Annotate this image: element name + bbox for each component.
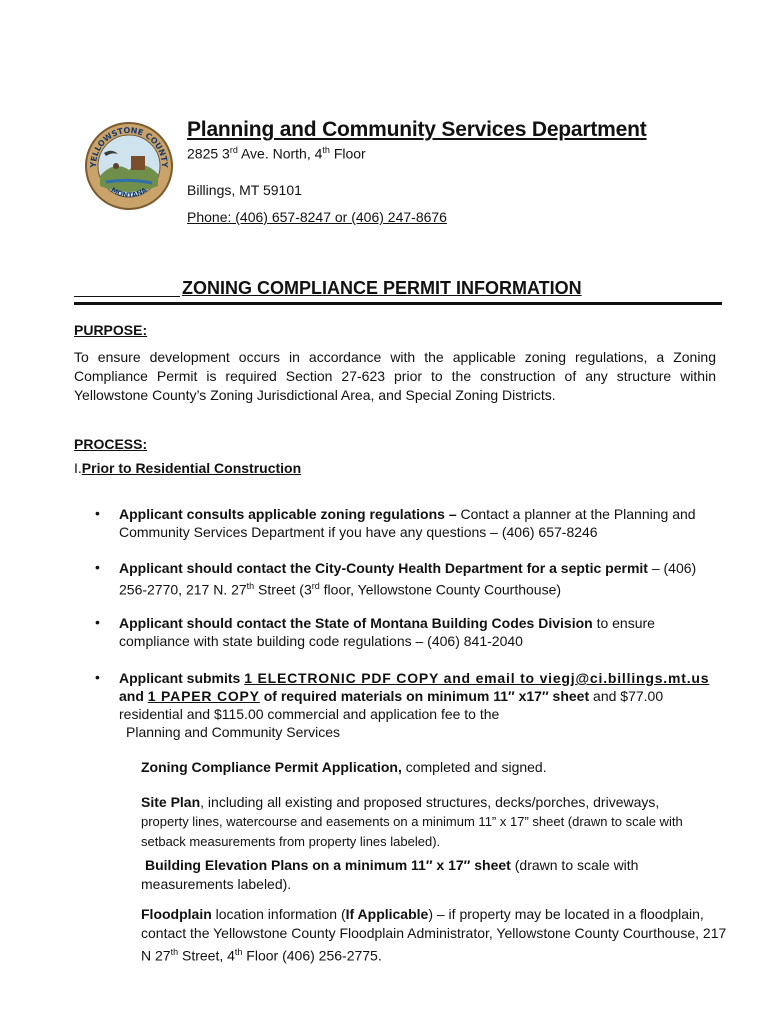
- bullet-item: [119, 614, 727, 650]
- item-sup: th: [234, 947, 243, 957]
- bullet-text: Planning and Community Services: [126, 724, 340, 740]
- process-subheading: [74, 460, 301, 476]
- title-rule-thick: [74, 302, 722, 305]
- item-bold: If Applicable: [345, 906, 429, 922]
- bullet-text: floor, Yellowstone County Courthouse): [319, 581, 562, 598]
- item-text: (drawn to scale with measurements labeled).: [141, 857, 639, 892]
- item-text: ) – if property may be located in a floodplain, contact the Yellowstone County Floodplain Administrator, Yellowstone County Courthouse, 217 N 27: [141, 906, 727, 964]
- phone-line: Phone: (406) 657-8247 or (406) 247-8676: [187, 209, 447, 225]
- item-text: property lines, watercourse and easements on a minimum 11” x 17” sheet (drawn to scale with setback measurements from property lines labeled).: [141, 814, 683, 849]
- county-seal-logo: [84, 120, 174, 212]
- email-link[interactable]: 1 ELECTRONIC PDF COPY and email to viegj@ci.billings.mt.us: [244, 670, 710, 686]
- required-item: [141, 856, 731, 894]
- item-text: Floor (406) 256-2775.: [242, 947, 382, 964]
- bullet-text: Contact a planner at the Planning and Community Services Department if you have any questions – (406) 657-8246: [119, 506, 696, 540]
- page-title: ZONING COMPLIANCE PERMIT INFORMATION: [182, 278, 582, 298]
- bullet-icon: •: [95, 559, 100, 575]
- purpose-text: To ensure development occurs in accordance with the applicable zoning regulations, a Zoning Compliance Permit is required Section 27-623 prior to the construction of any structure within Yellowstone County’s Zoning Jurisdictional Area, and Special Zoning Districts.: [74, 349, 716, 403]
- item-text: , including all existing and proposed structures, decks/porches, driveways,: [200, 794, 660, 810]
- item-bold: Site Plan: [141, 794, 201, 810]
- required-item: [141, 758, 731, 777]
- bullet-text: – (406) 256-2770, 217 N. 27: [119, 560, 697, 598]
- bullet-text: and $77.00 residential and $115.00 commercial and application fee to the: [119, 688, 664, 722]
- bullet-item: [119, 559, 727, 599]
- subheading-text: Prior to Residential Construction: [81, 460, 302, 476]
- item-sup: th: [170, 947, 179, 957]
- purpose-label: PURPOSE:: [74, 322, 148, 338]
- paper-copy-text: 1 PAPER COPY: [147, 688, 260, 704]
- item-text: Street, 4: [178, 947, 235, 964]
- bullet-bold: Applicant should contact the City-County Health Department for a septic permit: [119, 560, 648, 576]
- bullet-bold: Applicant consults applicable zoning regulations –: [119, 506, 457, 522]
- department-title: Planning and Community Services Department: [187, 118, 647, 141]
- item-text: completed and signed.: [401, 759, 547, 775]
- bullet-bold: Applicant submits: [119, 670, 245, 686]
- bullet-bold: of required materials on minimum 11″ x17″ sheet: [259, 688, 590, 704]
- bullet-text: Street (3: [254, 581, 312, 598]
- address-line: [187, 145, 366, 162]
- address-part: Floor: [329, 145, 366, 162]
- required-item: [141, 793, 731, 852]
- process-label: PROCESS:: [74, 436, 148, 452]
- item-bold: Floodplain: [141, 906, 212, 922]
- required-item: [141, 905, 731, 966]
- seal-bottom-text: MONTANA: [109, 186, 149, 200]
- bullet-item: [119, 505, 727, 541]
- city-line: Billings, MT 59101: [187, 182, 302, 198]
- bullet-icon: •: [95, 614, 100, 630]
- item-bold: Building Elevation Plans on a minimum 11″ x 17″ sheet: [145, 857, 511, 873]
- item-bold: Zoning Compliance Permit Application,: [141, 759, 402, 775]
- bullet-sup: th: [246, 581, 255, 591]
- title-rule-thin: [74, 296, 180, 297]
- bullet-bold: and: [119, 688, 148, 704]
- seal-top-text: YELLOWSTONE COUNTY: [88, 125, 170, 168]
- address-sup: rd: [229, 145, 238, 155]
- bullet-item: [119, 669, 727, 741]
- bullet-bold: Applicant should contact the State of Montana Building Codes Division: [119, 615, 593, 631]
- bullet-icon: •: [95, 669, 100, 685]
- item-text: location information (: [211, 906, 346, 922]
- bullet-text: to ensure compliance with state building code regulations – (406) 841-2040: [119, 615, 655, 649]
- bullet-sup: rd: [311, 581, 320, 591]
- address-part: Ave. North, 4: [237, 145, 323, 162]
- address-sup: th: [322, 145, 330, 155]
- subheading-number: I.: [74, 460, 82, 476]
- address-part: 2825 3: [187, 145, 230, 162]
- bullet-icon: •: [95, 505, 100, 521]
